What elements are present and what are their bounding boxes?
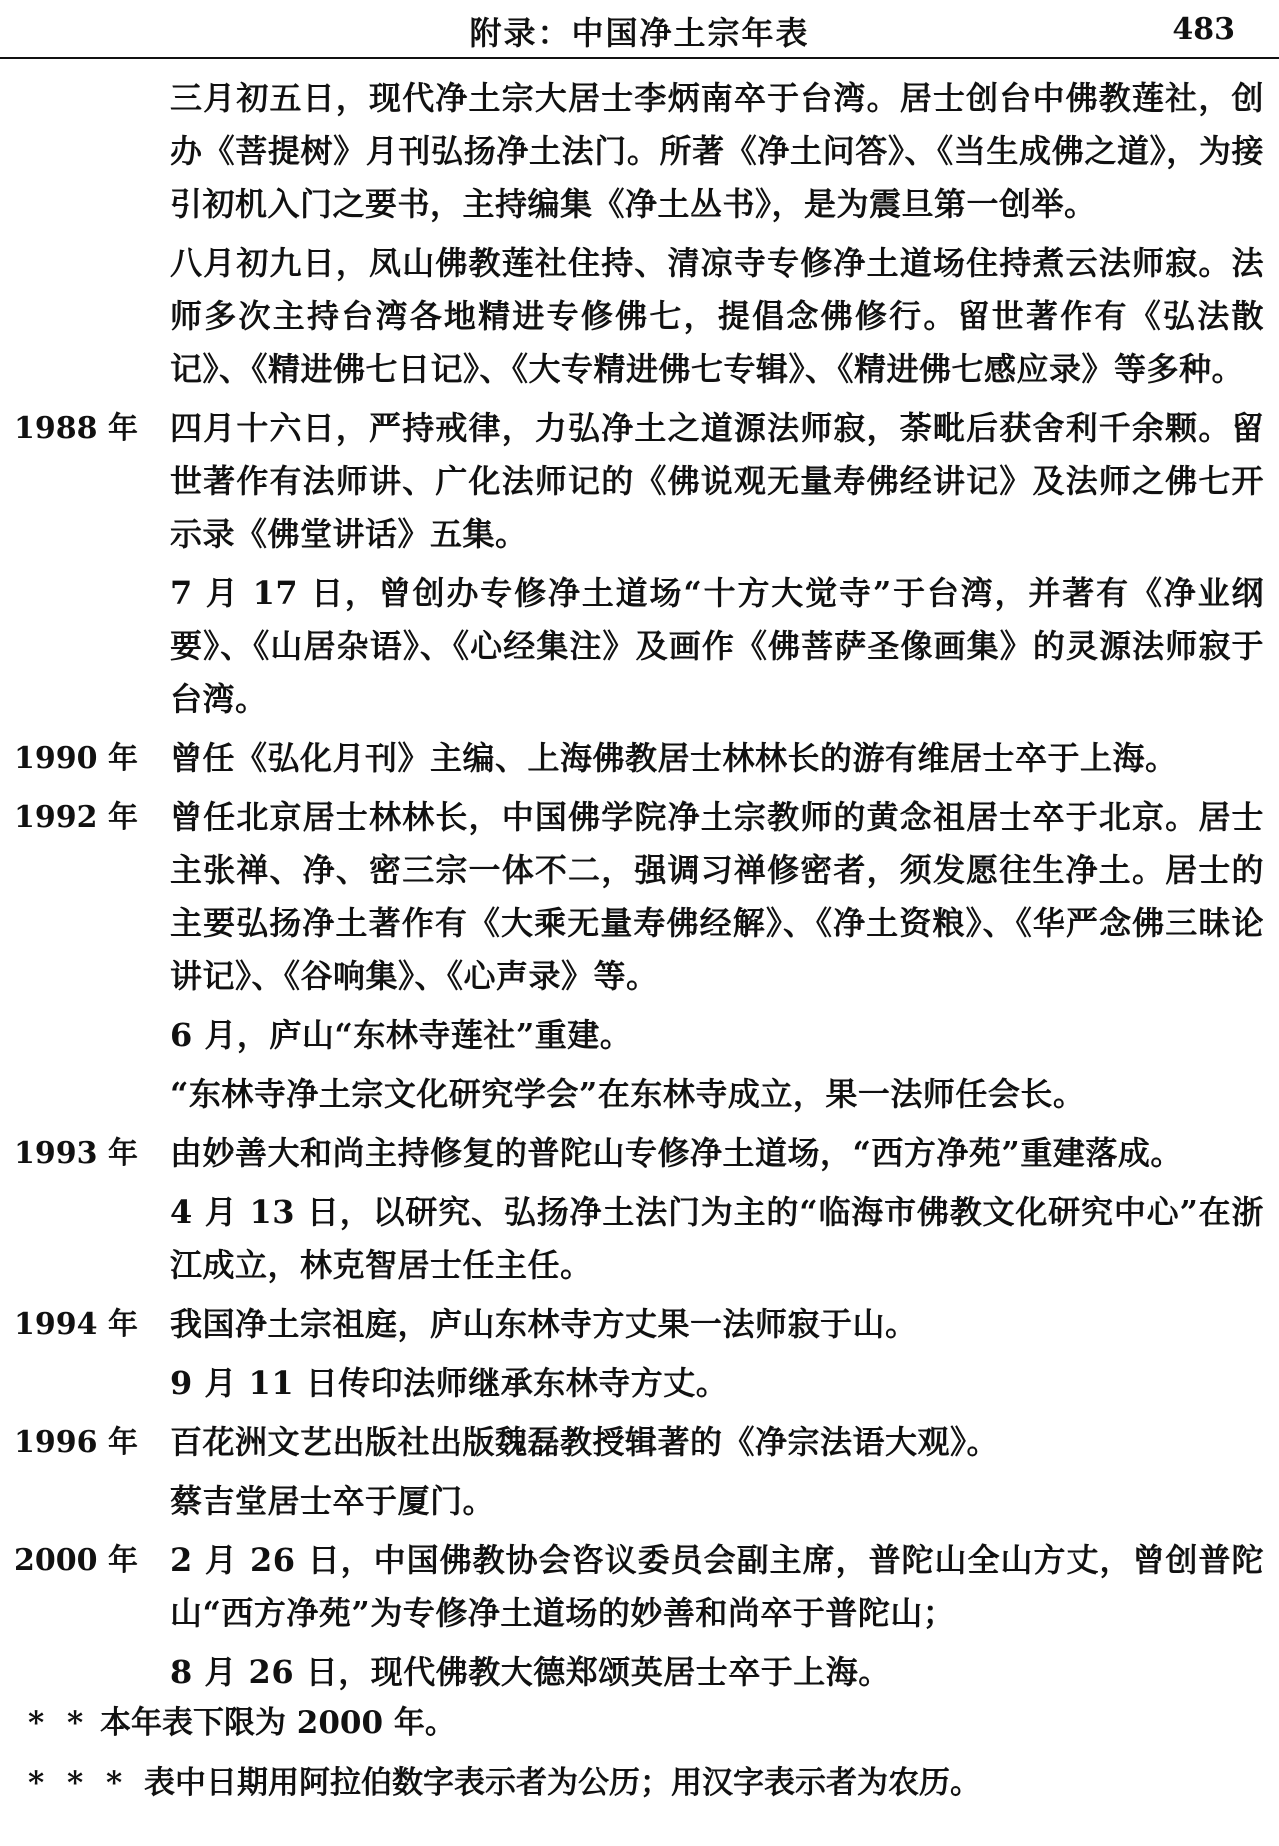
footnote-mark: * * * — [28, 1765, 129, 1801]
footnote-text: 表中日期用阿拉伯数字表示者为公历；用汉字表示者为农历。 — [144, 1765, 981, 1801]
footnote — [14, 1698, 1264, 1758]
entry-paragraph: “东林寺净土宗文化研究学会”在东林寺成立，果一法师任会长。 — [170, 1075, 1086, 1113]
footnote-text: 本年表下限为 2000 年。 — [100, 1705, 456, 1741]
entry-paragraph: 三月初五日，现代净土宗大居士李炳南卒于台湾。居士创台中佛教莲社，创办《菩提树》月刊弘扬净土法门。所著《净土问答》、《当生成佛之道》，为接引初机入门之要书，主持编集《净土丛书》，是为震旦第一创举。 — [170, 79, 1264, 223]
chronology-entry — [14, 732, 1264, 785]
entry-paragraph: 曾任《弘化月刊》主编、上海佛教居士林林长的游有维居士卒于上海。 — [170, 739, 1178, 777]
chronology-entry — [14, 1127, 1264, 1292]
page-title: 附录：中国净土宗年表 — [469, 14, 810, 52]
entry-paragraph: 百花洲文艺出版社出版魏磊教授辑著的《净宗法语大观》。 — [170, 1423, 1000, 1461]
entry-paragraph: 2 月 26 日，中国佛教协会咨议委员会副主席，普陀山全山方丈，曾创普陀山“西方净苑”为专修净土道场的妙善和尚卒于普陀山； — [170, 1541, 1264, 1632]
chronology-entry — [14, 72, 1264, 396]
chronology-entry — [14, 1416, 1264, 1528]
chronology-entry — [14, 1534, 1264, 1699]
chronology-entry — [14, 402, 1264, 726]
entry-paragraph: 我国净土宗祖庭，庐山东林寺方丈果一法师寂于山。 — [170, 1305, 918, 1343]
page-number: 483 — [1172, 12, 1235, 47]
chronology-entry — [14, 791, 1264, 1121]
entry-paragraph: 八月初九日，凤山佛教莲社住持、清凉寺专修净土道场住持煮云法师寂。法师多次主持台湾各地精进专修佛七，提倡念佛修行。留世著作有《弘法散记》、《精进佛七日记》、《大专精进佛七专辑》、《精进佛七感应录》等多种。 — [170, 244, 1264, 388]
footnote — [14, 1758, 1264, 1818]
entry-year: 1994 年 — [14, 1307, 138, 1342]
entry-paragraph: 6 月，庐山“东林寺莲社”重建。 — [170, 1016, 633, 1054]
chronology-body — [14, 72, 1264, 1705]
entry-paragraph: 9 月 11 日传印法师继承东林寺方丈。 — [170, 1364, 729, 1402]
footnote-mark: * * — [28, 1705, 90, 1741]
page-header — [0, 0, 1279, 60]
entry-paragraph: 4 月 13 日，以研究、弘扬净土法门为主的“临海市佛教文化研究中心”在浙江成立，林克智居士任主任。 — [170, 1193, 1264, 1284]
entry-year: 2000 年 — [14, 1543, 138, 1578]
entry-year: 1992 年 — [14, 800, 138, 835]
entry-paragraph: 蔡吉堂居士卒于厦门。 — [170, 1482, 496, 1520]
footnotes — [14, 1698, 1264, 1818]
header-rule — [0, 57, 1279, 59]
entry-paragraph: 四月十六日，严持戒律，力弘净土之道源法师寂，荼毗后获舍利千余颗。留世著作有法师讲、广化法师记的《佛说观无量寿佛经讲记》及法师之佛七开示录《佛堂讲话》五集。 — [170, 409, 1264, 553]
entry-year: 1996 年 — [14, 1425, 138, 1460]
entry-year: 1990 年 — [14, 741, 138, 776]
entry-paragraph: 7 月 17 日，曾创办专修净土道场“十方大觉寺”于台湾，并著有《净业纲要》、《山居杂语》、《心经集注》及画作《佛菩萨圣像画集》的灵源法师寂于台湾。 — [170, 574, 1264, 718]
entry-year: 1993 年 — [14, 1136, 138, 1171]
entry-paragraph: 曾任北京居士林林长，中国佛学院净土宗教师的黄念祖居士卒于北京。居士主张禅、净、密三宗一体不二，强调习禅修密者，须发愿往生净土。居士的主要弘扬净土著作有《大乘无量寿佛经解》、《净土资粮》、《华严念佛三昧论讲记》、《谷响集》、《心声录》等。 — [170, 798, 1264, 995]
entry-paragraph: 8 月 26 日，现代佛教大德郑颂英居士卒于上海。 — [170, 1653, 891, 1691]
chronology-entry — [14, 1298, 1264, 1410]
entry-year: 1988 年 — [14, 411, 138, 446]
entry-paragraph: 由妙善大和尚主持修复的普陀山专修净土道场，“西方净苑”重建落成。 — [170, 1134, 1183, 1172]
